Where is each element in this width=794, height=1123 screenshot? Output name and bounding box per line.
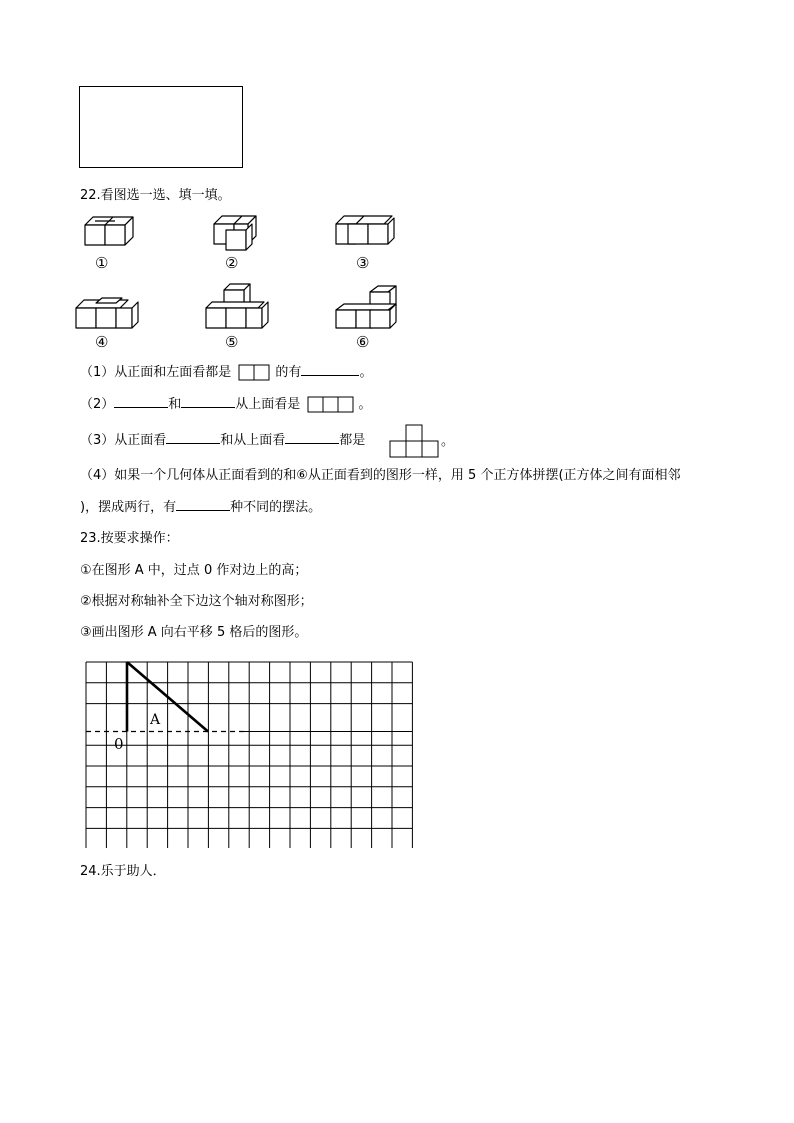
figure-label-2: ②: [225, 254, 239, 272]
cube-figure-1: [85, 217, 133, 245]
q22-part-4-line-1: （4）如果一个几何体从正面看到的和⑥从正面看到的图形一样，用 5 个正方体拼摆(正方体之间有面相邻: [80, 468, 681, 483]
cube-figure-5: [206, 284, 268, 328]
three-square-shape: [306, 396, 356, 414]
q24-title: 24.乐于助人．: [80, 864, 166, 879]
cube-figure-4: [76, 298, 138, 328]
answer-blank[interactable]: [181, 394, 235, 408]
answer-box: [79, 86, 243, 168]
figure-label-6: ⑥: [356, 333, 370, 351]
figure-label-4: ④: [95, 333, 109, 351]
figure-label-1: ①: [95, 254, 109, 272]
t-shape: [388, 423, 440, 459]
answer-blank[interactable]: [114, 394, 168, 408]
answer-blank[interactable]: [176, 497, 230, 511]
q22-part-4-line-2: )，摆成两行，有 种不同的摆法。: [80, 497, 321, 518]
drawing-grid[interactable]: [84, 660, 418, 848]
figure-label-5: ⑤: [225, 333, 239, 351]
figure-label-3: ③: [356, 254, 370, 272]
point-label-0: 0: [114, 735, 124, 753]
q22-part-3: （3）从正面看 和从上面看 都是: [80, 430, 365, 451]
q22-part-2: （2） 和 从上面看是 。: [80, 394, 371, 415]
cube-figure-3: [336, 216, 394, 244]
shape-label-a: A: [150, 712, 161, 728]
two-square-shape: [237, 364, 273, 382]
answer-blank[interactable]: [301, 362, 359, 376]
q22-part-3-end: 。: [441, 434, 455, 449]
answer-blank[interactable]: [285, 430, 339, 444]
cube-figure-6: [336, 286, 396, 328]
cube-figure-2: [214, 216, 256, 250]
answer-blank[interactable]: [166, 430, 220, 444]
q23-item-3: ③画出图形 A 向右平移 5 格后的图形。: [80, 625, 308, 640]
q22-title: 22.看图选一选、填一填。: [80, 188, 231, 203]
q22-part-1: （1）从正面和左面看都是 的有 。: [80, 362, 372, 383]
q23-title: 23.按要求操作：: [80, 531, 179, 546]
q23-item-1: ①在图形 A 中，过点 0 作对边上的高；: [80, 563, 308, 578]
q23-item-2: ②根据对称轴补全下边这个轴对称图形；: [80, 594, 313, 609]
